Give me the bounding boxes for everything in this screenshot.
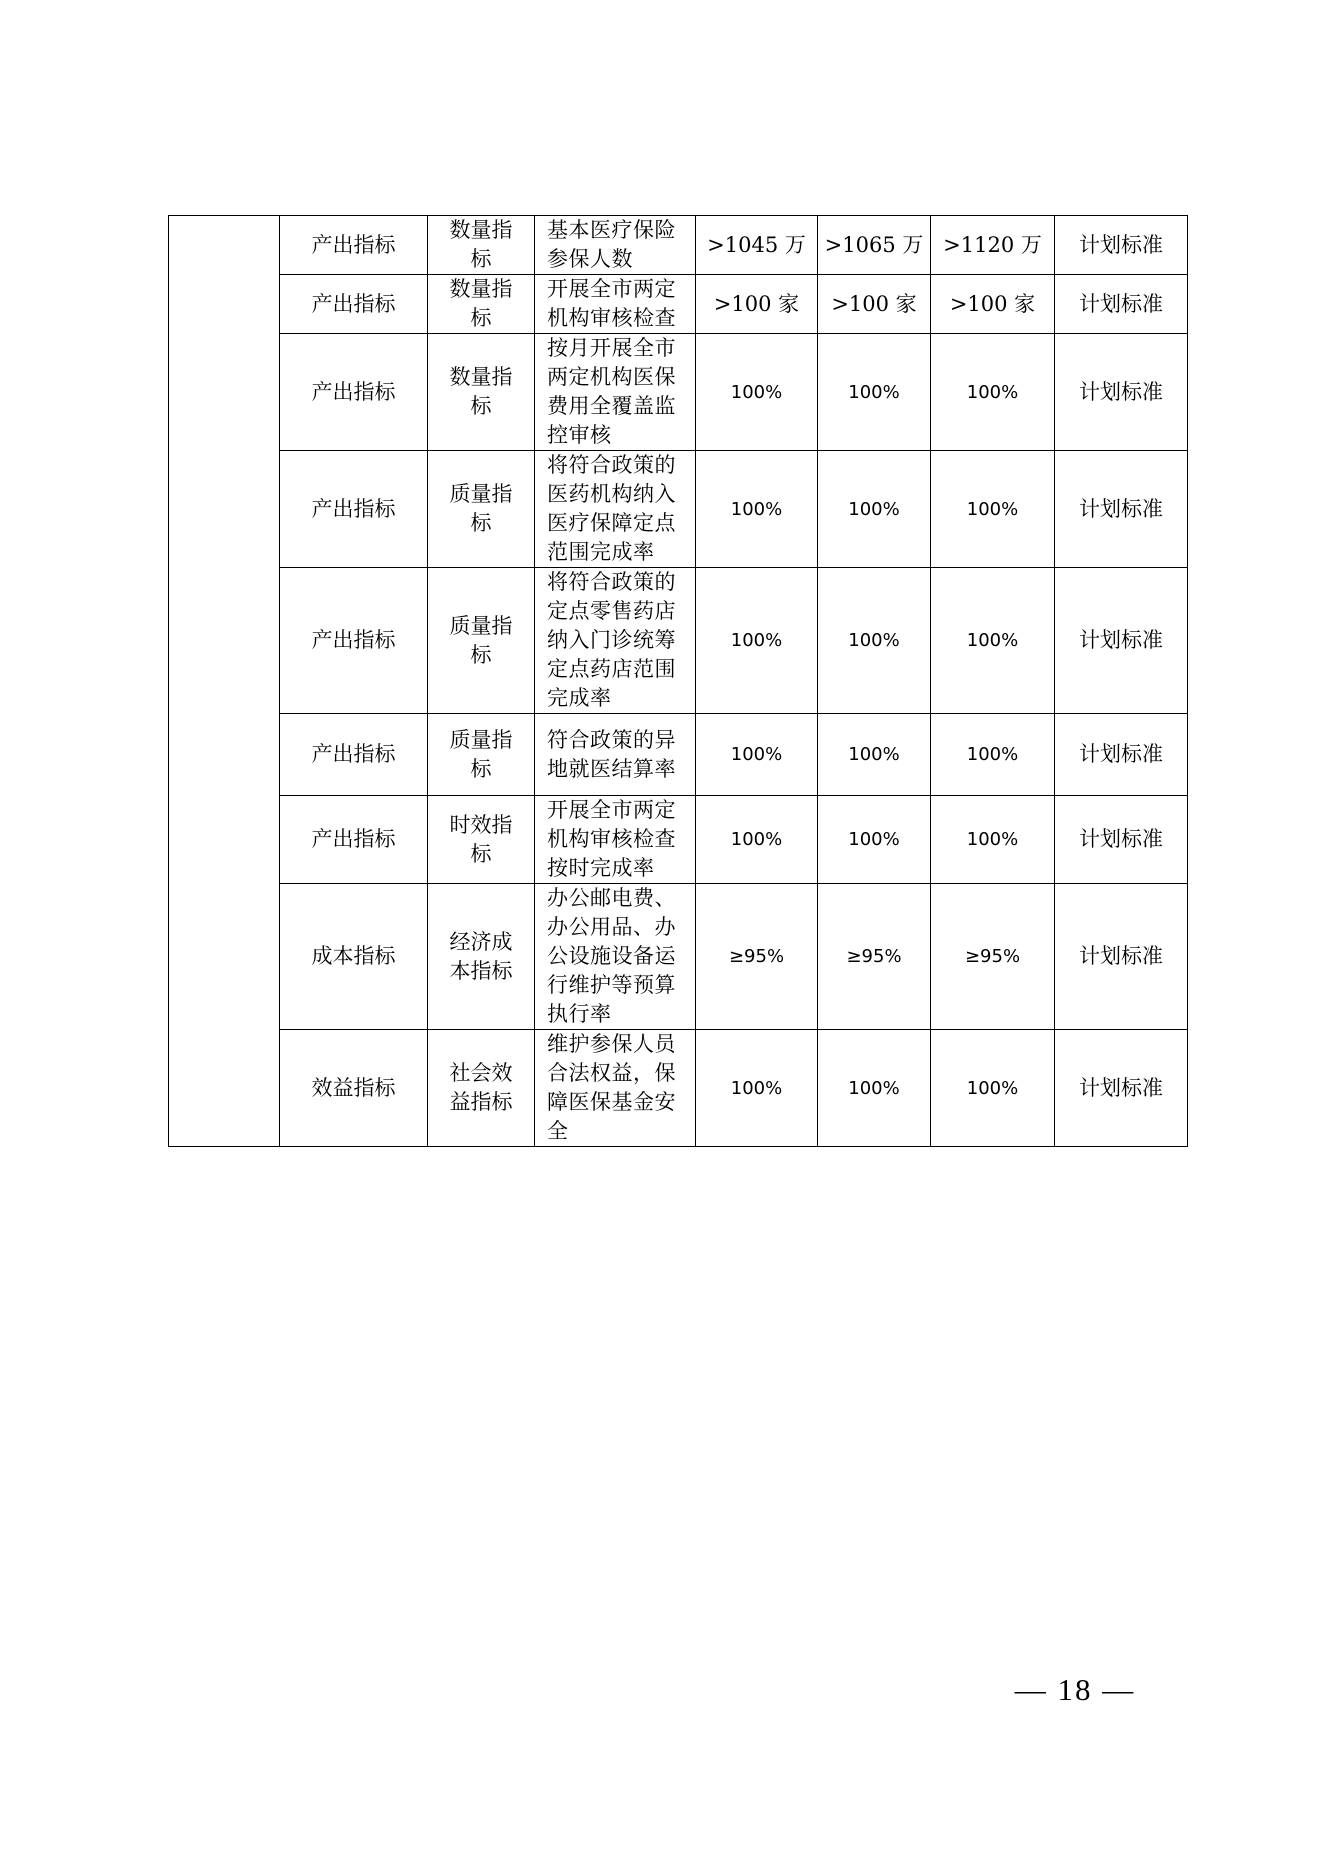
indicator-subcategory: 数量指标 xyxy=(428,334,535,451)
target-value-3: 100% xyxy=(931,1030,1055,1147)
indicator-subcategory: 数量指标 xyxy=(428,275,535,334)
target-value-2: >100 家 xyxy=(818,275,931,334)
indicator-description: 开展全市两定机构审核检查按时完成率 xyxy=(535,796,696,884)
target-value-1: 100% xyxy=(696,451,818,568)
target-value-3: 100% xyxy=(931,334,1055,451)
target-value-2: >1065 万 xyxy=(818,216,931,275)
table-row xyxy=(169,884,1188,1030)
target-value-1: 100% xyxy=(696,796,818,884)
table-row xyxy=(169,714,1188,796)
indicator-category: 产出指标 xyxy=(280,216,428,275)
table-row xyxy=(169,568,1188,714)
target-value-3: 100% xyxy=(931,451,1055,568)
indicator-subcategory: 时效指标 xyxy=(428,796,535,884)
indicator-description: 基本医疗保险参保人数 xyxy=(535,216,696,275)
target-basis: 计划标准 xyxy=(1055,216,1188,275)
target-value-1: 100% xyxy=(696,568,818,714)
target-value-1: 100% xyxy=(696,1030,818,1147)
target-basis: 计划标准 xyxy=(1055,451,1188,568)
indicator-category: 产出指标 xyxy=(280,796,428,884)
merged-left-cell xyxy=(169,216,280,1147)
table-row xyxy=(169,1030,1188,1147)
target-value-3: >100 家 xyxy=(931,275,1055,334)
target-value-2: 100% xyxy=(818,796,931,884)
indicator-description: 按月开展全市两定机构医保费用全覆盖监控审核 xyxy=(535,334,696,451)
indicator-subcategory: 质量指标 xyxy=(428,451,535,568)
indicator-category: 产出指标 xyxy=(280,714,428,796)
target-value-1: ≥95% xyxy=(696,884,818,1030)
indicator-category: 成本指标 xyxy=(280,884,428,1030)
indicator-description: 将符合政策的医药机构纳入医疗保障定点范围完成率 xyxy=(535,451,696,568)
indicator-category: 产出指标 xyxy=(280,451,428,568)
target-basis: 计划标准 xyxy=(1055,884,1188,1030)
target-value-2: 100% xyxy=(818,451,931,568)
indicator-category: 产出指标 xyxy=(280,568,428,714)
indicator-description: 维护参保人员合法权益，保障医保基金安全 xyxy=(535,1030,696,1147)
indicator-subcategory: 社会效益指标 xyxy=(428,1030,535,1147)
target-value-1: 100% xyxy=(696,714,818,796)
target-value-1: >100 家 xyxy=(696,275,818,334)
performance-indicator-table xyxy=(168,215,1188,1147)
indicator-category: 产出指标 xyxy=(280,334,428,451)
indicator-description: 开展全市两定机构审核检查 xyxy=(535,275,696,334)
table-row xyxy=(169,216,1188,275)
indicator-category: 产出指标 xyxy=(280,275,428,334)
target-basis: 计划标准 xyxy=(1055,334,1188,451)
target-basis: 计划标准 xyxy=(1055,568,1188,714)
table-row xyxy=(169,334,1188,451)
indicator-subcategory: 数量指标 xyxy=(428,216,535,275)
target-basis: 计划标准 xyxy=(1055,1030,1188,1147)
table-row xyxy=(169,796,1188,884)
target-value-3: 100% xyxy=(931,714,1055,796)
target-value-2: 100% xyxy=(818,1030,931,1147)
target-value-2: 100% xyxy=(818,334,931,451)
target-basis: 计划标准 xyxy=(1055,796,1188,884)
target-value-2: 100% xyxy=(818,568,931,714)
indicator-description: 符合政策的异地就医结算率 xyxy=(535,714,696,796)
target-value-3: >1120 万 xyxy=(931,216,1055,275)
target-value-3: 100% xyxy=(931,568,1055,714)
table-row xyxy=(169,275,1188,334)
indicator-subcategory: 经济成本指标 xyxy=(428,884,535,1030)
indicator-category: 效益指标 xyxy=(280,1030,428,1147)
target-basis: 计划标准 xyxy=(1055,714,1188,796)
target-value-2: ≥95% xyxy=(818,884,931,1030)
indicator-subcategory: 质量指标 xyxy=(428,568,535,714)
target-value-3: 100% xyxy=(931,796,1055,884)
target-value-1: 100% xyxy=(696,334,818,451)
target-value-3: ≥95% xyxy=(931,884,1055,1030)
indicator-description: 将符合政策的定点零售药店纳入门诊统筹定点药店范围完成率 xyxy=(535,568,696,714)
page-number: — 18 — xyxy=(1014,1672,1136,1707)
target-value-2: 100% xyxy=(818,714,931,796)
target-basis: 计划标准 xyxy=(1055,275,1188,334)
indicator-subcategory: 质量指标 xyxy=(428,714,535,796)
indicator-description: 办公邮电费、办公用品、办公设施设备运行维护等预算执行率 xyxy=(535,884,696,1030)
table-row xyxy=(169,451,1188,568)
target-value-1: >1045 万 xyxy=(696,216,818,275)
